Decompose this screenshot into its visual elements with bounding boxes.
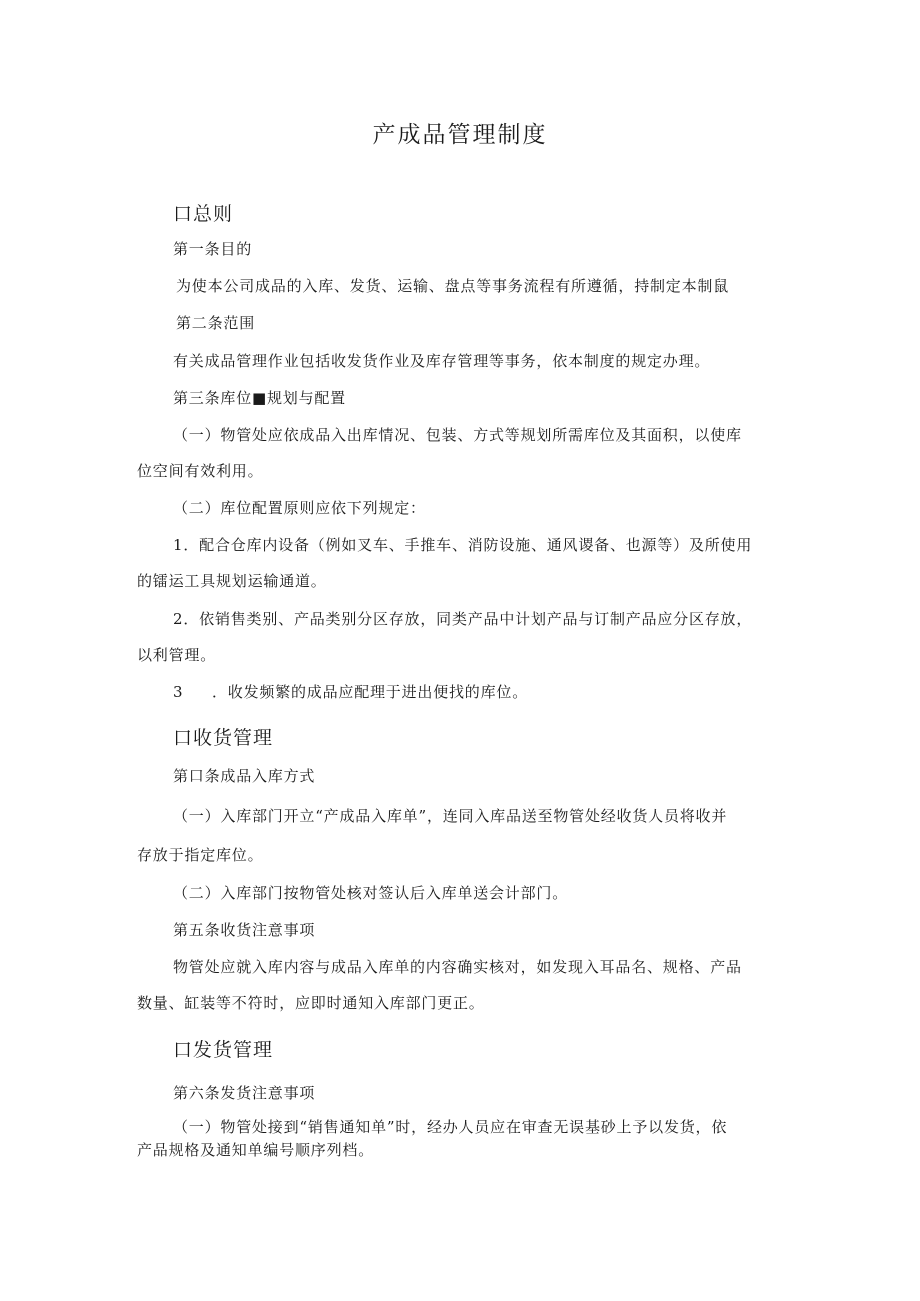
article-3-item-3-number: 3 — [173, 683, 184, 701]
article-3-paragraph-2: （二）库位配置原则应依下列规定： — [173, 499, 426, 517]
article-2-text: 有关成品管理作业包括收发货作业及库存管理等事务，依本制度的规定办理。 — [173, 352, 711, 370]
article-3-paragraph-1-line-1: （一）物管处应依成品入出库情况、包装、方式等规划所需库位及其面积，以使库 — [173, 426, 742, 444]
article-6-heading: 第六条发货注意事项 — [173, 1084, 316, 1102]
article-2-heading: 第二条范围 — [176, 314, 256, 332]
article-4-paragraph-2: （二）入库部门按物管处核对签认后入库单送会计部门。 — [173, 884, 569, 902]
document-title: 产成品管理制度 — [372, 122, 548, 148]
article-1-text: 为使本公司成品的入库、发货、运输、盘点等事务流程有所遵循，持制定本制鼠 — [176, 277, 730, 295]
article-4-heading: 第口条成品入库方式 — [173, 767, 316, 785]
article-5-line-1: 物管处应就入库内容与成品入库单的内容确实核对，如发现入耳品名、规格、产品 — [173, 958, 742, 976]
section-heading-general: 口总则 — [173, 203, 234, 225]
section-heading-receiving: 口收货管理 — [173, 727, 274, 749]
article-5-line-2: 数量、缸装等不符时，应即时通知入库部门更正。 — [137, 994, 485, 1012]
article-3-item-1-line-2: 的镭运工具规划运输通道。 — [137, 572, 327, 590]
article-3-item-1-line-1: 1．配合仓库内设备（例如叉车、手推车、消防设施、通风谡备、也源等）及所使用 — [173, 536, 753, 554]
section-heading-shipping: 口发货管理 — [173, 1039, 274, 1061]
article-5-heading: 第五条收货注意事项 — [173, 921, 316, 939]
article-3-item-3-text: ．收发频繁的成品应配理于进出便找的库位。 — [212, 683, 529, 701]
article-6-line-1: （一）物管处接到“销售通知单”时，经办人员应在审查无误基砂上予以发货，依 — [173, 1118, 728, 1136]
article-6-line-2: 产品规格及通知单编号顺序列档。 — [137, 1141, 375, 1159]
article-3-heading: 第三条库位■规划与配置 — [173, 389, 346, 407]
article-4-paragraph-1-line-1: （一）入库部门开立“产成品入库单”，连同入库品送至物管处经收货人员将收并 — [173, 807, 728, 825]
article-3-paragraph-1-line-2: 位空间有效利用。 — [137, 462, 264, 480]
article-4-paragraph-1-line-2: 存放于指定库位。 — [137, 846, 264, 864]
article-1-heading: 第一条目的 — [173, 240, 253, 258]
article-3-item-2-line-2: 以利管理。 — [137, 646, 217, 664]
article-3-item-2-line-1: 2．依销售类别、产品类别分区存放，同类产品中计划产品与订制产品应分区存放， — [173, 610, 753, 628]
